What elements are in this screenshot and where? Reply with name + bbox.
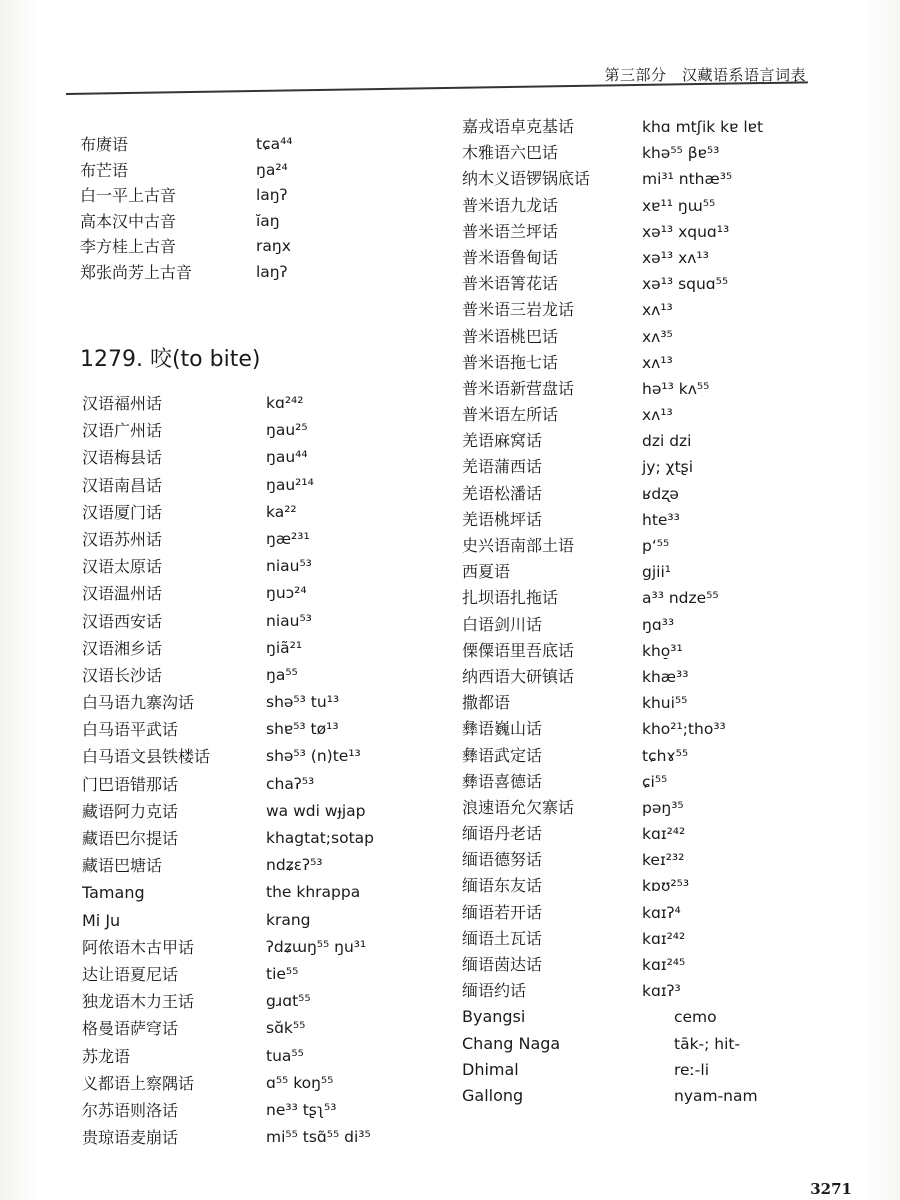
word-form: ka²² — [266, 502, 297, 521]
language-name: 藏语巴尔提话 — [82, 829, 179, 848]
word-form: ĭaŋ — [256, 211, 280, 230]
entry-row — [82, 743, 412, 770]
entry-row — [462, 454, 802, 480]
language-name: 普米语鲁甸话 — [462, 247, 559, 267]
entry-row — [82, 988, 412, 1015]
entry-row — [462, 219, 802, 245]
entry-row — [462, 297, 802, 323]
entry-row — [462, 926, 802, 952]
language-name: 缅语茵达话 — [462, 955, 543, 974]
language-name: 白一平上古音 — [80, 186, 177, 205]
word-form: ndʑɛʔ⁵³ — [266, 856, 323, 875]
word-form: ŋuɔ²⁴ — [266, 584, 307, 603]
word-form: raŋx — [256, 237, 291, 255]
word-form: ŋau²¹⁴ — [266, 475, 314, 494]
word-form: ŋiã²¹ — [266, 638, 303, 657]
language-name: 普米语三岩龙话 — [462, 300, 575, 320]
entry-row — [462, 1004, 802, 1030]
word-form: khui⁵⁵ — [642, 694, 688, 713]
entry-row — [82, 1015, 412, 1042]
word-form: ne³³ tʂʅ⁵³ — [266, 1100, 337, 1119]
entry-row — [462, 1083, 802, 1109]
entry-row — [462, 716, 802, 742]
word-form: keɪ²³² — [642, 851, 685, 870]
word-form: xə¹³ xʌ¹³ — [642, 248, 709, 267]
word-form: tɕa⁴⁴ — [256, 135, 293, 153]
word-form: tɕhɤ⁵⁵ — [642, 746, 689, 765]
entry-row — [80, 132, 400, 158]
language-name: 羌语桃坪话 — [462, 509, 543, 529]
entry-row — [462, 900, 802, 926]
language-name: 普米语左所话 — [462, 405, 559, 425]
language-name: 缅语东友话 — [462, 876, 543, 896]
word-form: kɑɪ²⁴² — [642, 929, 686, 948]
word-form: reː-li — [674, 1060, 709, 1079]
word-form: shɐ⁵³ tø¹³ — [266, 720, 339, 739]
word-form: hte³³ — [642, 510, 680, 529]
language-name: 汉语梅县话 — [82, 448, 163, 468]
word-form: tie⁵⁵ — [266, 964, 299, 983]
word-form: xə¹³ xquɑ¹³ — [642, 222, 730, 241]
word-form: pəŋ³⁵ — [642, 798, 684, 817]
entry-heading: 1279. 咬(to bite) — [80, 347, 261, 372]
language-name: 尔苏语则洛话 — [82, 1100, 179, 1120]
entry-row — [462, 324, 802, 350]
language-name: 汉语西安话 — [82, 611, 163, 631]
word-form: kɑɪʔ⁴ — [642, 903, 681, 922]
word-form: a³³ ndze⁵⁵ — [642, 589, 719, 608]
language-name: 汉语长沙话 — [82, 665, 163, 685]
language-name: 汉语苏州话 — [82, 529, 163, 549]
language-name: 白马语九寨沟话 — [82, 693, 195, 713]
entry-row — [82, 961, 412, 988]
word-form: ʁdʐə — [642, 484, 679, 503]
entry-row — [462, 795, 802, 821]
running-head: 第三部分 汉藏语系语言词表 — [604, 66, 806, 84]
entry-row — [462, 533, 802, 559]
entry-row — [462, 769, 802, 795]
language-name: Mi Ju — [82, 910, 121, 930]
word-form: shə⁵³ (n)te¹³ — [266, 747, 361, 766]
language-name: 独龙语木力王话 — [82, 992, 195, 1012]
language-name: 白语剑川话 — [462, 614, 543, 634]
language-name: 汉语福州话 — [82, 394, 163, 413]
word-form: laŋʔ — [256, 186, 288, 204]
language-name: 缅语土瓦话 — [462, 928, 543, 948]
entry-row — [82, 608, 412, 635]
language-name: 纳木义语锣锅底话 — [462, 169, 591, 189]
word-form: niau⁵³ — [266, 611, 312, 630]
entry-row — [82, 907, 412, 934]
word-form: krang — [266, 910, 311, 929]
entry-row — [80, 209, 400, 235]
top-left-entry-list — [80, 132, 400, 285]
language-name: 汉语温州话 — [82, 584, 163, 604]
word-form: ŋɑ³³ — [642, 615, 675, 634]
entry-row — [82, 472, 412, 499]
word-form: khə⁵⁵ βɐ⁵³ — [642, 144, 720, 163]
entry-row — [462, 585, 802, 611]
entry-row — [82, 1097, 412, 1124]
entry-row — [462, 140, 802, 166]
language-name: 汉语南昌话 — [82, 475, 163, 495]
entry-row — [82, 635, 412, 662]
language-name: 西夏语 — [462, 562, 511, 582]
entry-row — [462, 612, 802, 638]
word-form: cemo — [674, 1008, 717, 1027]
word-form: ŋau²⁵ — [266, 421, 308, 440]
language-name: Dhimal — [462, 1059, 519, 1079]
word-form: ŋæ²³¹ — [266, 529, 310, 548]
entry-row — [462, 350, 802, 376]
entry-row — [462, 978, 802, 1004]
word-form: mi⁵⁵ tsɑ̃⁵⁵ di³⁵ — [266, 1128, 371, 1147]
language-name: Byangsi — [462, 1007, 526, 1027]
word-form: kɑɪʔ³ — [642, 982, 681, 1001]
entry-row — [82, 553, 412, 580]
entry-row — [82, 934, 412, 961]
language-name: 郑张尚芳上古音 — [80, 262, 193, 282]
entry-row — [80, 234, 400, 260]
entry-row — [82, 716, 412, 743]
word-form: kɑɪ²⁴⁵ — [642, 956, 686, 974]
entry-row — [82, 662, 412, 689]
entry-row — [462, 847, 802, 873]
word-form: laŋʔ — [256, 262, 288, 281]
entry-row — [462, 873, 802, 899]
word-form: kɑ²⁴² — [266, 394, 304, 412]
entry-row — [82, 580, 412, 607]
language-name: 羌语松潘话 — [462, 483, 543, 503]
language-name: 汉语广州话 — [82, 421, 163, 441]
language-name: Tamang — [82, 883, 145, 903]
entry-row — [462, 1031, 802, 1057]
entry-row — [462, 638, 802, 664]
entry-row — [82, 499, 412, 526]
entry-row — [462, 664, 802, 690]
word-form: kɒʊ²⁵³ — [642, 877, 690, 896]
language-name: 汉语湘乡话 — [82, 638, 163, 658]
entry-row — [462, 271, 802, 297]
word-form: kho̠³¹ — [642, 641, 683, 660]
language-name: 藏语巴塘话 — [82, 856, 163, 876]
entry-row — [82, 1043, 412, 1070]
word-form: ʔdʑɯŋ⁵⁵ ŋu³¹ — [266, 937, 367, 956]
language-name: 扎坝语扎拖话 — [462, 588, 559, 608]
entry-row — [80, 260, 400, 286]
language-name: 阿侬语木古甲话 — [82, 937, 195, 957]
entry-row — [462, 245, 802, 271]
language-name: 布芒语 — [80, 160, 129, 180]
language-name: 普米语拖七话 — [462, 352, 559, 372]
word-form: mi³¹ nthæ³⁵ — [642, 170, 733, 189]
language-name: 普米语兰坪话 — [462, 221, 559, 241]
language-name: 普米语箐花话 — [462, 274, 559, 294]
word-form: kɑɪ²⁴² — [642, 825, 686, 844]
word-form: ŋa²⁴ — [256, 160, 288, 179]
language-name: 缅语若开话 — [462, 902, 543, 922]
page-number: 3271 — [810, 1180, 852, 1198]
language-name: 普米语桃巴话 — [462, 326, 559, 346]
language-name: 木雅语六巴话 — [462, 143, 559, 163]
language-name: Chang Naga — [462, 1033, 561, 1053]
language-name: 白马语文县铁楼话 — [82, 747, 211, 767]
language-name: 撒都语 — [462, 693, 511, 713]
language-name: Gallong — [462, 1085, 524, 1105]
language-name: 史兴语南部土语 — [462, 536, 575, 555]
entry-row — [462, 690, 802, 716]
language-name: 苏龙语 — [82, 1046, 131, 1066]
language-name: 缅语丹老话 — [462, 824, 543, 844]
language-name: 汉语太原话 — [82, 557, 163, 577]
language-name: 布赓语 — [80, 135, 129, 154]
entry-row — [462, 821, 802, 847]
word-form: dzi dzi — [642, 432, 692, 451]
entry-row — [462, 166, 802, 192]
word-form: wa wdi wɟjap — [266, 801, 366, 820]
entry-row — [80, 158, 400, 184]
entry-row — [82, 689, 412, 716]
entry-row — [82, 771, 412, 798]
word-form: khɑ mtʃik kɐ lɐt — [642, 118, 764, 136]
word-form: tua⁵⁵ — [266, 1046, 304, 1065]
entry-row — [82, 526, 412, 553]
language-name: 门巴语错那话 — [82, 774, 179, 794]
word-form: khagtat;sotap — [266, 829, 374, 847]
language-name: 缅语德努话 — [462, 850, 543, 870]
entry-row — [462, 193, 802, 219]
word-form: xʌ¹³ — [642, 353, 673, 372]
entry-row — [82, 852, 412, 879]
word-form: xə¹³ squɑ⁵⁵ — [642, 275, 729, 294]
word-form: hə¹³ kʌ⁵⁵ — [642, 379, 710, 398]
language-name: 义都语上察隅话 — [82, 1073, 195, 1093]
entry-row — [462, 428, 802, 454]
entry-row — [462, 114, 802, 140]
word-form: ɑ⁵⁵ koŋ⁵⁵ — [266, 1073, 334, 1092]
entry-row — [462, 952, 802, 978]
word-form: xɐ¹¹ ŋɯ⁵⁵ — [642, 196, 716, 215]
word-form: chaʔ⁵³ — [266, 774, 315, 793]
entry-row — [82, 825, 412, 852]
language-name: 彝语巍山话 — [462, 719, 543, 739]
entry-row — [82, 1124, 412, 1151]
entry-row — [82, 798, 412, 825]
header-rule — [66, 81, 808, 95]
entry-row — [82, 879, 412, 906]
word-form: ŋa⁵⁵ — [266, 665, 298, 684]
left-entry-list — [82, 390, 412, 1151]
right-entry-list — [462, 114, 802, 1109]
language-name: 彝语武定话 — [462, 745, 543, 765]
entry-row — [462, 402, 802, 428]
word-form: nyam-nam — [674, 1086, 758, 1105]
word-form: xʌ¹³ — [642, 301, 673, 320]
word-form: ŋau⁴⁴ — [266, 448, 308, 467]
language-name: 嘉戎语卓克基话 — [462, 117, 575, 136]
language-name: 浪速语允欠寨话 — [462, 797, 575, 817]
entry-row — [462, 481, 802, 507]
language-name: 彝语喜德话 — [462, 771, 543, 791]
entry-row — [82, 390, 412, 417]
language-name: 格曼语萨穹话 — [82, 1019, 179, 1039]
word-form: gɹɑt⁵⁵ — [266, 992, 311, 1011]
language-name: 羌语蒲西话 — [462, 457, 543, 477]
entry-row — [462, 376, 802, 402]
word-form: tāk-; hit- — [674, 1034, 741, 1053]
language-name: 汉语厦门话 — [82, 502, 163, 522]
word-form: niau⁵³ — [266, 557, 312, 576]
entry-row — [462, 559, 802, 585]
entry-row — [462, 743, 802, 769]
language-name: 李方桂上古音 — [80, 237, 177, 256]
language-name: 傈僳语里吾底话 — [462, 640, 575, 660]
entry-row — [462, 507, 802, 533]
language-name: 普米语九龙话 — [462, 195, 559, 215]
word-form: the khrappa — [266, 883, 361, 902]
language-name: 白马语平武话 — [82, 720, 179, 740]
entry-row — [82, 1070, 412, 1097]
word-form: ɕi⁵⁵ — [642, 772, 668, 791]
entry-row — [80, 183, 400, 209]
language-name: 纳西语大研镇话 — [462, 666, 575, 686]
language-name: 达让语夏尼话 — [82, 964, 179, 984]
word-form: jy; χtʂi — [642, 458, 694, 477]
language-name: 藏语阿力克话 — [82, 801, 179, 821]
word-form: kho²¹;tho³³ — [642, 720, 726, 739]
entry-row — [82, 444, 412, 471]
word-form: sɑ̆k⁵⁵ — [266, 1019, 306, 1038]
entry-row — [462, 1057, 802, 1083]
entry-row — [82, 417, 412, 444]
word-form: shə⁵³ tu¹³ — [266, 693, 340, 712]
language-name: 羌语麻窝话 — [462, 431, 543, 451]
language-name: 贵琼语麦崩话 — [82, 1128, 179, 1148]
word-form: xʌ¹³ — [642, 406, 673, 425]
word-form: pʻ⁵⁵ — [642, 537, 670, 555]
word-form: xʌ³⁵ — [642, 327, 673, 346]
language-name: 高本汉中古音 — [80, 211, 177, 231]
language-name: 普米语新营盘话 — [462, 378, 575, 398]
language-name: 缅语约话 — [462, 981, 527, 1001]
word-form: khæ³³ — [642, 667, 689, 686]
word-form: gjii¹ — [642, 563, 671, 582]
